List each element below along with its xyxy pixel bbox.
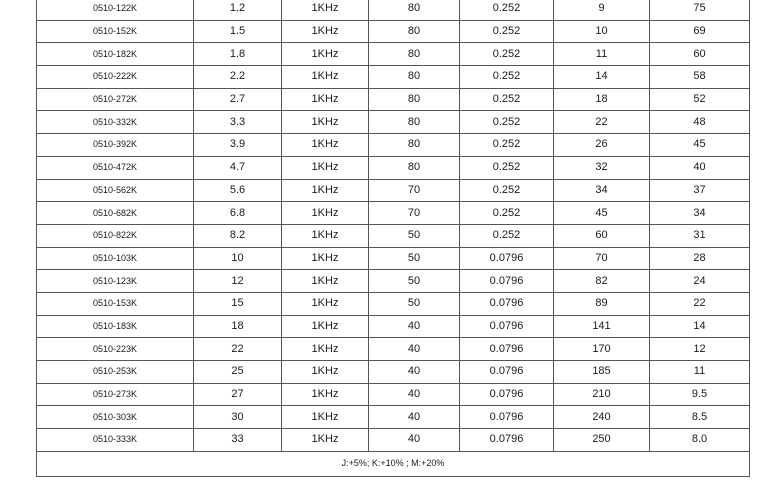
rated-current-cell: 69	[650, 20, 750, 43]
srf-cell: 0.0796	[460, 361, 554, 384]
q-min-cell: 80	[369, 156, 460, 179]
test-frequency-cell: 1KHz	[282, 315, 369, 338]
table-row	[37, 202, 750, 225]
dcr-cell: 11	[554, 43, 650, 66]
part-number-cell: 0510-182K	[37, 43, 194, 66]
inductance-cell: 3.9	[194, 134, 282, 157]
part-number-cell: 0510-273K	[37, 383, 194, 406]
table-row	[37, 429, 750, 452]
spec-sheet	[36, 0, 749, 477]
table-row	[37, 134, 750, 157]
part-number-cell: 0510-392K	[37, 134, 194, 157]
rated-current-cell: 31	[650, 224, 750, 247]
part-number-cell: 0510-222K	[37, 66, 194, 89]
inductance-cell: 15	[194, 292, 282, 315]
table-row	[37, 292, 750, 315]
part-number-cell: 0510-272K	[37, 88, 194, 111]
q-min-cell: 50	[369, 224, 460, 247]
inductance-cell: 33	[194, 429, 282, 452]
srf-cell: 0.252	[460, 179, 554, 202]
test-frequency-cell: 1KHz	[282, 0, 369, 20]
rated-current-cell: 8.0	[650, 429, 750, 452]
srf-cell: 0.0796	[460, 406, 554, 429]
table-row	[37, 20, 750, 43]
dcr-cell: 34	[554, 179, 650, 202]
srf-cell: 0.0796	[460, 338, 554, 361]
table-row	[37, 383, 750, 406]
part-number-cell: 0510-122K	[37, 0, 194, 20]
dcr-cell: 32	[554, 156, 650, 179]
table-row	[37, 224, 750, 247]
dcr-cell: 141	[554, 315, 650, 338]
srf-cell: 0.252	[460, 66, 554, 89]
srf-cell: 0.0796	[460, 292, 554, 315]
table-row	[37, 179, 750, 202]
q-min-cell: 70	[369, 179, 460, 202]
inductance-cell: 18	[194, 315, 282, 338]
part-number-cell: 0510-153K	[37, 292, 194, 315]
table-row	[37, 66, 750, 89]
srf-cell: 0.252	[460, 88, 554, 111]
test-frequency-cell: 1KHz	[282, 20, 369, 43]
part-number-cell: 0510-152K	[37, 20, 194, 43]
test-frequency-cell: 1KHz	[282, 406, 369, 429]
inductance-cell: 27	[194, 383, 282, 406]
test-frequency-cell: 1KHz	[282, 383, 369, 406]
part-number-cell: 0510-103K	[37, 247, 194, 270]
inductor-spec-table	[36, 0, 750, 477]
srf-cell: 0.0796	[460, 270, 554, 293]
test-frequency-cell: 1KHz	[282, 270, 369, 293]
dcr-cell: 210	[554, 383, 650, 406]
q-min-cell: 40	[369, 361, 460, 384]
dcr-cell: 9	[554, 0, 650, 20]
srf-cell: 0.0796	[460, 247, 554, 270]
test-frequency-cell: 1KHz	[282, 247, 369, 270]
test-frequency-cell: 1KHz	[282, 429, 369, 452]
inductance-cell: 3.3	[194, 111, 282, 134]
dcr-cell: 45	[554, 202, 650, 225]
inductance-cell: 5.6	[194, 179, 282, 202]
table-row	[37, 270, 750, 293]
q-min-cell: 80	[369, 20, 460, 43]
srf-cell: 0.0796	[460, 429, 554, 452]
table-row	[37, 247, 750, 270]
inductance-cell: 1.8	[194, 43, 282, 66]
rated-current-cell: 14	[650, 315, 750, 338]
inductance-cell: 2.2	[194, 66, 282, 89]
q-min-cell: 40	[369, 429, 460, 452]
dcr-cell: 170	[554, 338, 650, 361]
q-min-cell: 80	[369, 43, 460, 66]
part-number-cell: 0510-472K	[37, 156, 194, 179]
test-frequency-cell: 1KHz	[282, 202, 369, 225]
rated-current-cell: 11	[650, 361, 750, 384]
dcr-cell: 250	[554, 429, 650, 452]
dcr-cell: 26	[554, 134, 650, 157]
srf-cell: 0.252	[460, 134, 554, 157]
srf-cell: 0.252	[460, 20, 554, 43]
test-frequency-cell: 1KHz	[282, 134, 369, 157]
dcr-cell: 14	[554, 66, 650, 89]
tolerance-footnote: J:+5%; K:+10% ; M:+20%	[37, 451, 750, 476]
q-min-cell: 70	[369, 202, 460, 225]
rated-current-cell: 37	[650, 179, 750, 202]
part-number-cell: 0510-562K	[37, 179, 194, 202]
rated-current-cell: 28	[650, 247, 750, 270]
part-number-cell: 0510-183K	[37, 315, 194, 338]
rated-current-cell: 12	[650, 338, 750, 361]
rated-current-cell: 40	[650, 156, 750, 179]
srf-cell: 0.252	[460, 202, 554, 225]
table-row	[37, 156, 750, 179]
dcr-cell: 70	[554, 247, 650, 270]
test-frequency-cell: 1KHz	[282, 338, 369, 361]
dcr-cell: 60	[554, 224, 650, 247]
test-frequency-cell: 1KHz	[282, 179, 369, 202]
rated-current-cell: 22	[650, 292, 750, 315]
rated-current-cell: 58	[650, 66, 750, 89]
rated-current-cell: 34	[650, 202, 750, 225]
rated-current-cell: 45	[650, 134, 750, 157]
test-frequency-cell: 1KHz	[282, 156, 369, 179]
srf-cell: 0.252	[460, 111, 554, 134]
q-min-cell: 40	[369, 406, 460, 429]
dcr-cell: 10	[554, 20, 650, 43]
inductance-cell: 30	[194, 406, 282, 429]
table-row	[37, 0, 750, 20]
q-min-cell: 50	[369, 247, 460, 270]
srf-cell: 0.0796	[460, 315, 554, 338]
part-number-cell: 0510-303K	[37, 406, 194, 429]
inductance-cell: 6.8	[194, 202, 282, 225]
srf-cell: 0.252	[460, 0, 554, 20]
part-number-cell: 0510-822K	[37, 224, 194, 247]
inductance-cell: 22	[194, 338, 282, 361]
table-row	[37, 338, 750, 361]
rated-current-cell: 48	[650, 111, 750, 134]
dcr-cell: 82	[554, 270, 650, 293]
srf-cell: 0.252	[460, 156, 554, 179]
part-number-cell: 0510-333K	[37, 429, 194, 452]
part-number-cell: 0510-223K	[37, 338, 194, 361]
table-row	[37, 406, 750, 429]
test-frequency-cell: 1KHz	[282, 361, 369, 384]
rated-current-cell: 8.5	[650, 406, 750, 429]
inductance-cell: 10	[194, 247, 282, 270]
dcr-cell: 89	[554, 292, 650, 315]
table-row	[37, 43, 750, 66]
q-min-cell: 80	[369, 66, 460, 89]
inductance-cell: 1.5	[194, 20, 282, 43]
rated-current-cell: 52	[650, 88, 750, 111]
q-min-cell: 50	[369, 292, 460, 315]
q-min-cell: 80	[369, 134, 460, 157]
rated-current-cell: 60	[650, 43, 750, 66]
test-frequency-cell: 1KHz	[282, 66, 369, 89]
dcr-cell: 240	[554, 406, 650, 429]
footnote-row	[37, 451, 750, 476]
part-number-cell: 0510-332K	[37, 111, 194, 134]
inductance-cell: 12	[194, 270, 282, 293]
inductance-cell: 8.2	[194, 224, 282, 247]
test-frequency-cell: 1KHz	[282, 43, 369, 66]
test-frequency-cell: 1KHz	[282, 88, 369, 111]
part-number-cell: 0510-253K	[37, 361, 194, 384]
rated-current-cell: 24	[650, 270, 750, 293]
inductance-cell: 2.7	[194, 88, 282, 111]
table-row	[37, 315, 750, 338]
dcr-cell: 22	[554, 111, 650, 134]
srf-cell: 0.252	[460, 43, 554, 66]
q-min-cell: 40	[369, 383, 460, 406]
inductance-cell: 4.7	[194, 156, 282, 179]
rated-current-cell: 9.5	[650, 383, 750, 406]
inductance-cell: 1.2	[194, 0, 282, 20]
rated-current-cell: 75	[650, 0, 750, 20]
q-min-cell: 50	[369, 270, 460, 293]
part-number-cell: 0510-123K	[37, 270, 194, 293]
dcr-cell: 18	[554, 88, 650, 111]
dcr-cell: 185	[554, 361, 650, 384]
inductance-cell: 25	[194, 361, 282, 384]
q-min-cell: 40	[369, 315, 460, 338]
table-body	[37, 0, 750, 451]
test-frequency-cell: 1KHz	[282, 111, 369, 134]
test-frequency-cell: 1KHz	[282, 292, 369, 315]
table-row	[37, 88, 750, 111]
table-row	[37, 361, 750, 384]
srf-cell: 0.252	[460, 224, 554, 247]
q-min-cell: 80	[369, 88, 460, 111]
q-min-cell: 40	[369, 338, 460, 361]
q-min-cell: 80	[369, 111, 460, 134]
q-min-cell: 80	[369, 0, 460, 20]
table-row	[37, 111, 750, 134]
part-number-cell: 0510-682K	[37, 202, 194, 225]
test-frequency-cell: 1KHz	[282, 224, 369, 247]
srf-cell: 0.0796	[460, 383, 554, 406]
